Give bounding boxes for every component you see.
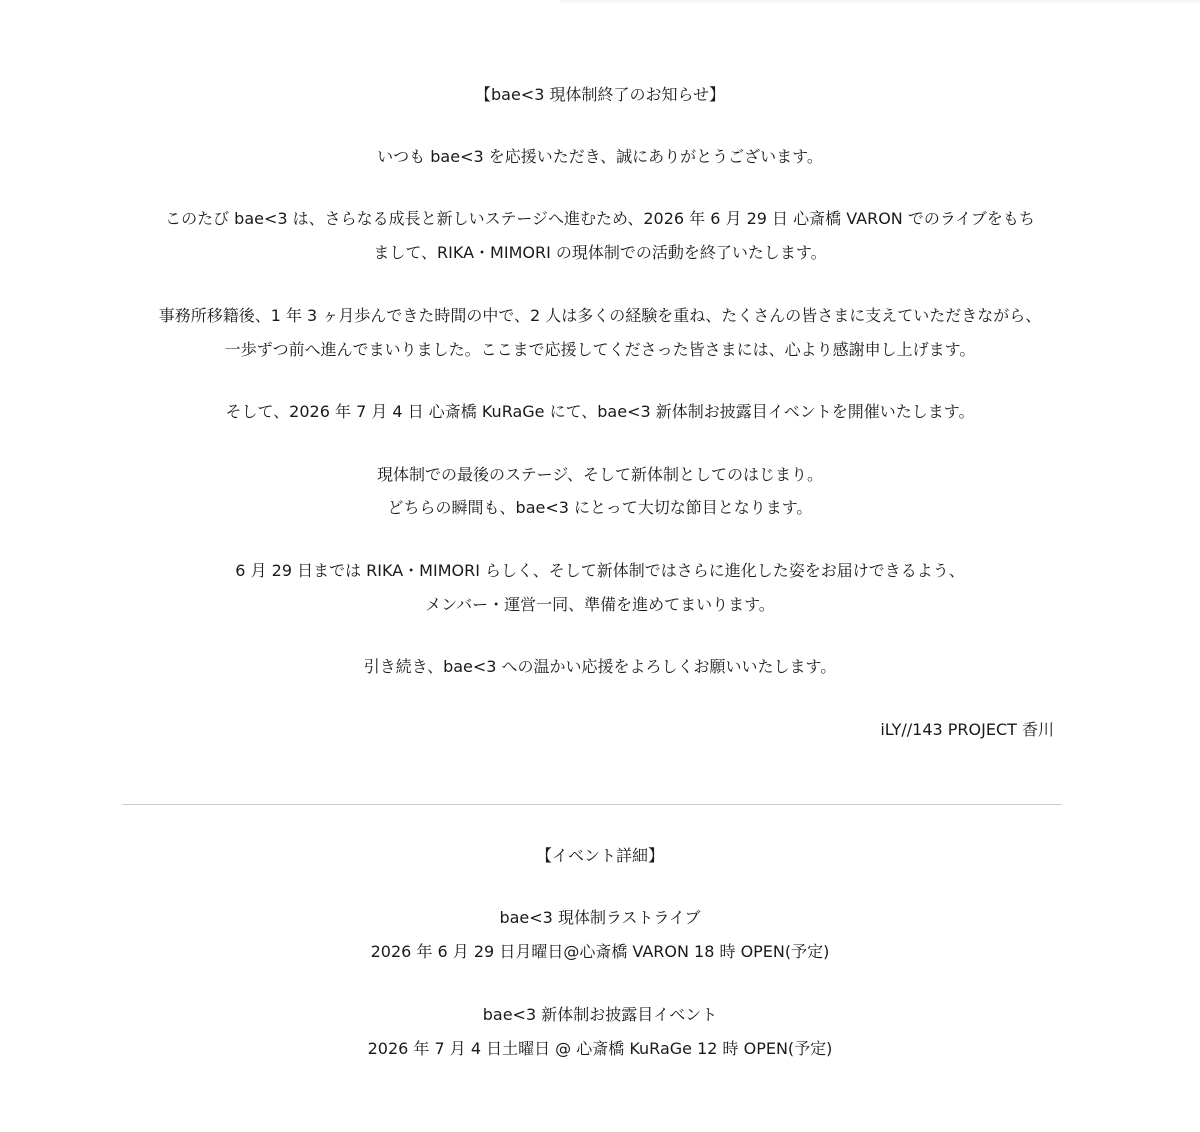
announcement-title: 【bae<3 現体制終了のお知らせ】 [475, 85, 725, 104]
event2-name: bae<3 新体制お披露目イベント [482, 1005, 718, 1024]
section-divider [122, 804, 1062, 805]
event2-schedule: 2026 年 7 月 4 日土曜日 @ 心斎橋 KuRaGe 12 時 OPEN(予定) [367, 1039, 833, 1058]
paragraph1-line2: まして、RIKA・MIMORI の現体制での活動を終了いたします。 [373, 243, 827, 262]
paragraph5-line1: 6 月 29 日までは RIKA・MIMORI らしく、そして新体制ではさらに進化した姿をお届けできるよう、 [235, 561, 965, 580]
event1-schedule: 2026 年 6 月 29 日月曜日@心斎橋 VARON 18 時 OPEN(予定) [370, 942, 830, 961]
event1-name: bae<3 現体制ラストライブ [499, 908, 701, 927]
event-details-heading: 【イベント詳細】 [535, 846, 664, 865]
greeting-text: いつも bae<3 を応援いただき、誠にありがとうございます。 [377, 147, 823, 166]
paragraph5-line2: メンバー・運営一同、準備を進めてまいります。 [425, 595, 775, 614]
paragraph4-line1: 現体制での最後のステージ、そして新体制としてのはじまり。 [376, 465, 824, 484]
paragraph4-line2: どちらの瞬間も、bae<3 にとって大切な節目となります。 [387, 498, 813, 517]
top-edge-shadow [560, 0, 1200, 4]
signature: iLY//143 PROJECT 香川 [880, 720, 1054, 739]
paragraph2-line1: 事務所移籍後、1 年 3 ヶ月歩んできた時間の中で、2 人は多くの経験を重ね、たくさんの皆さまに支えていただきながら、 [158, 306, 1042, 325]
paragraph1-line1: このたび bae<3 は、さらなる成長と新しいステージへ進むため、2026 年 6 月 29 日 心斎橋 VARON でのライブをもち [165, 209, 1035, 228]
paragraph3-text: そして、2026 年 7 月 4 日 心斎橋 KuRaGe にて、bae<3 新体制お披露目イベントを開催いたします。 [225, 402, 975, 421]
paragraph2-line2: 一歩ずつ前へ進んでまいりました。ここまで応援してくださった皆さまには、心より感謝申し上げます。 [224, 340, 976, 359]
closing-text: 引き続き、bae<3 への温かい応援をよろしくお願いいたします。 [363, 657, 837, 676]
